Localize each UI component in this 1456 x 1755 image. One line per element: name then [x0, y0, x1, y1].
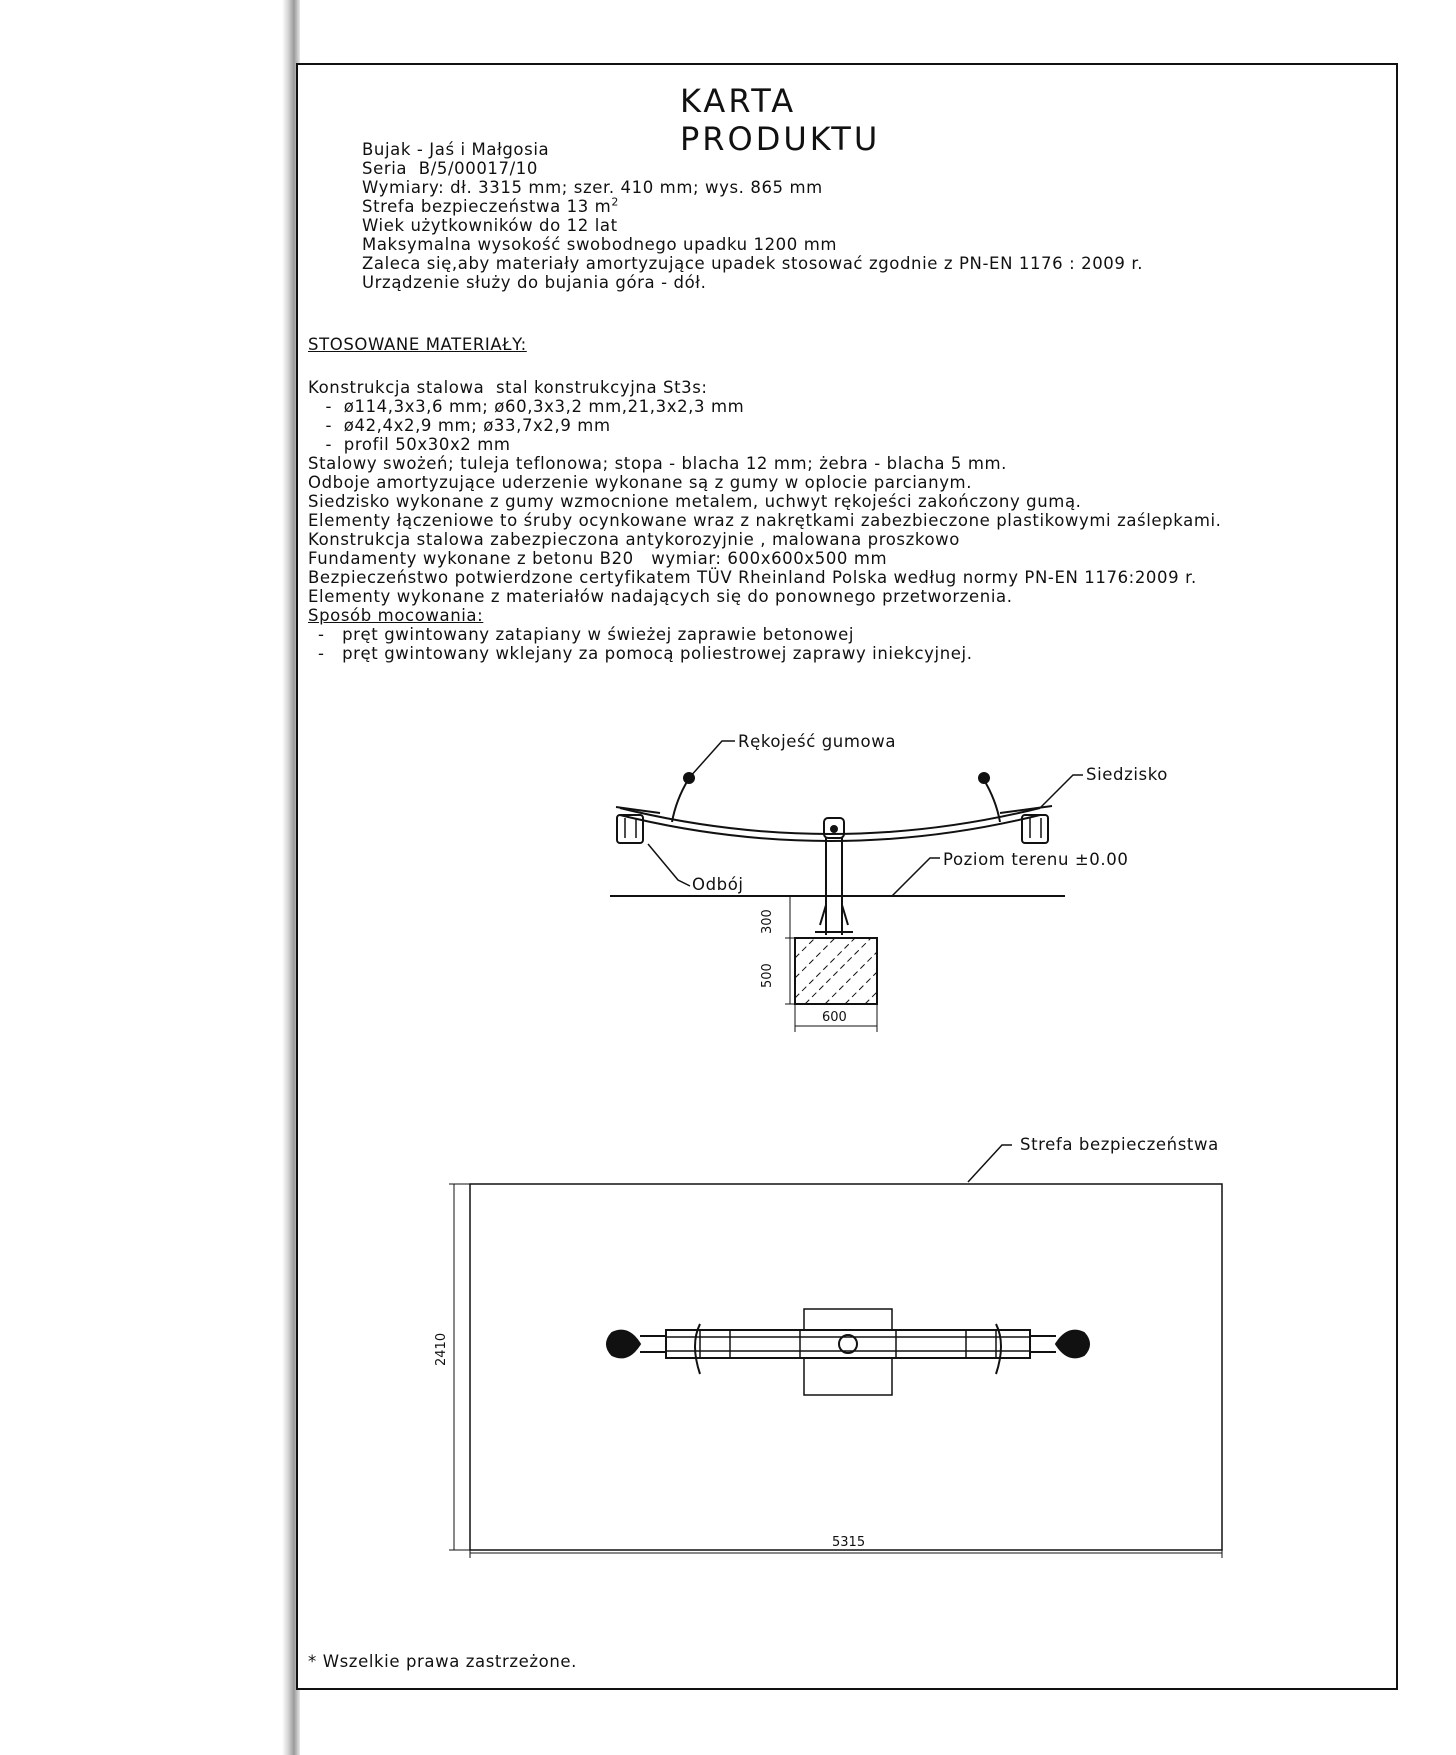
leader-zone	[968, 1145, 1012, 1182]
materials-line: Elementy łączeniowe to śruby ocynkowane wraz z nakrętkami zabezbieczone plastikowymi zaślepkami.	[308, 511, 1222, 530]
leader-seat	[1040, 775, 1083, 808]
seat-left-top	[607, 1331, 640, 1358]
label-bumper: Odbój	[692, 875, 744, 894]
mounting-heading: Sposób mocowania:	[308, 606, 484, 625]
materials-line: - ø42,4x2,9 mm; ø33,7x2,9 mm	[308, 416, 611, 435]
materials-line: Bezpieczeństwo potwierdzone certyfikatem TÜV Rheinland Polska według normy PN-EN 1176:2009 r.	[308, 568, 1197, 587]
label-seat: Siedzisko	[1086, 765, 1168, 784]
product-user-age: Wiek użytkowników do 12 lat	[362, 216, 618, 235]
product-series: Seria B/5/00017/10	[362, 159, 538, 178]
materials-heading: STOSOWANE MATERIAŁY:	[308, 335, 527, 354]
materials-line: Stalowy swożeń; tuleja teflonowa; stopa - blacha 12 mm; żebra - blacha 5 mm.	[308, 454, 1008, 473]
leader-handle	[689, 741, 735, 778]
leader-ground	[892, 858, 940, 896]
product-recommendation: Zaleca się,aby materiały amortyzujące upadek stosować zgodnie z PN-EN 1176 : 2009 r.	[362, 254, 1144, 273]
leader-bumper	[648, 844, 690, 886]
materials-line: - profil 50x30x2 mm	[308, 435, 511, 454]
product-purpose: Urządzenie służy do bujania góra - dół.	[362, 273, 707, 292]
product-safety-zone: Strefa bezpieczeństwa 13 $m^2$	[362, 195, 619, 216]
dim-zone-length: 5315	[832, 1535, 866, 1550]
footer-rights: * Wszelkie prawa zastrzeżone.	[308, 1652, 578, 1671]
seesaw-beam	[620, 808, 1040, 834]
label-handle: Rękojeść gumowa	[738, 732, 897, 751]
mounting-item: - pręt gwintowany wklejany za pomocą poliestrowej zaprawy iniekcyjnej.	[318, 644, 973, 663]
handle-right	[984, 780, 1000, 822]
mounting-item: - pręt gwintowany zatapiany w świeżej zaprawie betonowej	[318, 625, 855, 644]
side-view-drawing	[610, 741, 1083, 1032]
handle-left	[672, 780, 688, 822]
seat-right-top	[1056, 1331, 1089, 1358]
label-ground: Poziom terenu ±0.00	[943, 850, 1129, 869]
materials-line: - ø114,3x3,6 mm; ø60,3x3,2 mm,21,3x2,3 mm	[308, 397, 745, 416]
materials-line: Fundamenty wykonane z betonu B20 wymiar: 600x600x500 mm	[308, 549, 888, 568]
materials-line: Odboje amortyzujące uderzenie wykonane są z gumy w oplocie parcianym.	[308, 473, 973, 492]
materials-line: Konstrukcja stalowa zabezpieczona antykorozyjnie , malowana proszkowo	[308, 530, 960, 549]
dim-foundation-width: 600	[822, 1010, 847, 1025]
post	[826, 838, 842, 935]
page-title: KARTA PRODUKTU	[680, 82, 881, 158]
materials-line: Siedzisko wykonane z gumy wzmocnione metalem, uchwyt rękojeści zakończony gumą.	[308, 492, 1082, 511]
product-dimensions: Wymiary: dł. 3315 mm; szer. 410 mm; wys. 865 mm	[362, 178, 823, 197]
label-safety-zone: Strefa bezpieczeństwa	[1020, 1135, 1219, 1154]
dim-zone-width: 2410	[434, 1332, 449, 1366]
materials-line: Konstrukcja stalowa stal konstrukcyjna St3s:	[308, 378, 708, 397]
product-max-fall-height: Maksymalna wysokość swobodnego upadku 1200 mm	[362, 235, 838, 254]
product-name: Bujak - Jaś i Małgosia	[362, 140, 550, 159]
dim-depth: 300	[760, 909, 775, 934]
foundation	[795, 938, 877, 1004]
top-view-drawing	[449, 1145, 1222, 1558]
safety-zone-rect	[470, 1184, 1222, 1550]
materials-line: Elementy wykonane z materiałów nadających się do ponownego przetworzenia.	[308, 587, 1013, 606]
dim-foundation-height: 500	[760, 963, 775, 988]
